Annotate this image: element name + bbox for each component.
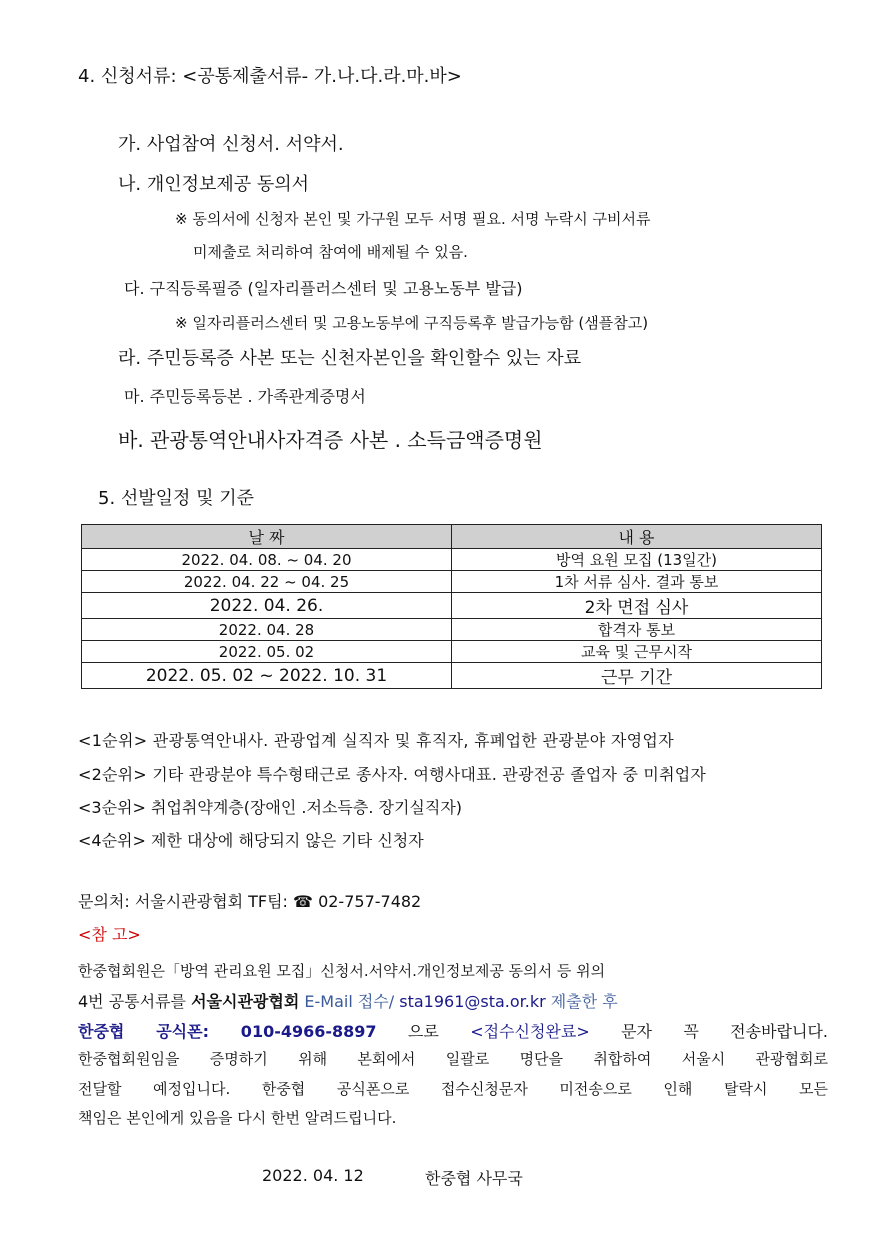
section5-title: 5. 선발일정 및 기준 bbox=[98, 488, 255, 509]
cell-content: 1차 서류 심사. 결과 통보 bbox=[452, 571, 822, 593]
note-line-6: 책임은 본인에게 있음을 다시 한번 알려드립니다. bbox=[78, 1109, 397, 1127]
header-date: 날 짜 bbox=[82, 525, 452, 549]
doc-item-na: 나. 개인정보제공 동의서 bbox=[118, 174, 310, 195]
cell-content: 교육 및 근무시작 bbox=[452, 641, 822, 663]
table-row bbox=[82, 571, 822, 593]
table-row bbox=[82, 663, 822, 689]
doc-item-ma: 마. 주민등록등본 . 가족관계증명서 bbox=[124, 387, 366, 406]
doc-item-ga: 가. 사업참여 신청서. 서약서. bbox=[118, 134, 344, 155]
note-text: 4번 공통서류를 bbox=[78, 992, 192, 1011]
note-na-1: ※ 동의서에 신청자 본인 및 가구원 모두 서명 필요. 서명 누락시 구비서류 bbox=[175, 210, 651, 228]
note-na-2: 미제출로 처리하여 참여에 배제될 수 있음. bbox=[193, 243, 468, 261]
schedule-table bbox=[81, 524, 822, 689]
table-row bbox=[82, 619, 822, 641]
priority-2: <2순위> 기타 관광분야 특수형태근로 종사자. 여행사대표. 관광전공 졸업자 중 미취업자 bbox=[78, 765, 707, 784]
cell-date: 2022. 04. 26. bbox=[82, 593, 452, 619]
cell-content: 합격자 통보 bbox=[452, 619, 822, 641]
contact-label: 문의처: 서울시관광협회 TF팀: bbox=[78, 892, 294, 911]
section4-title: 4. 신청서류: <공통제출서류- 가.나.다.라.마.바> bbox=[78, 66, 462, 87]
note-text: 문자 꼭 전송바랍니다. bbox=[589, 1022, 828, 1041]
cell-date: 2022. 04. 28 bbox=[82, 619, 452, 641]
note-line-2 bbox=[78, 989, 618, 1012]
doc-item-ra: 라. 주민등록증 사본 또는 신천자본인을 확인할수 있는 자료 bbox=[118, 348, 582, 369]
note-org: 서울시관광협회 bbox=[191, 992, 300, 1011]
note-line-3 bbox=[78, 1019, 828, 1042]
table-row bbox=[82, 549, 822, 571]
official-phone: 한중협 공식폰: 010-4966-8897 bbox=[78, 1022, 377, 1041]
footer-date: 2022. 04. 12 bbox=[262, 1166, 364, 1185]
table-row bbox=[82, 641, 822, 663]
doc-item-da: 다. 구직등록필증 (일자리플러스센터 및 고용노동부 발급) bbox=[124, 279, 523, 298]
note-email-label: E-Mail 접수/ bbox=[299, 992, 400, 1011]
cell-content: 방역 요원 모집 (13일간) bbox=[452, 549, 822, 571]
cell-date: 2022. 04. 08. ~ 04. 20 bbox=[82, 549, 452, 571]
cell-date: 2022. 05. 02 bbox=[82, 641, 452, 663]
note-line-1: 한중협회원은「방역 관리요원 모집」신청서.서약서.개인정보제공 동의서 등 위의 bbox=[78, 962, 606, 980]
table-row bbox=[82, 593, 822, 619]
doc-item-ba: 바. 관광통역안내사자격증 사본 . 소득금액증명원 bbox=[118, 428, 543, 452]
priority-1: <1순위> 관광통역안내사. 관광업계 실직자 및 휴직자, 휴폐업한 관광분야 자영업자 bbox=[78, 731, 674, 750]
email-link[interactable]: sta1961@sta.or.kr bbox=[399, 992, 546, 1011]
contact-line bbox=[78, 889, 421, 912]
header-content: 내 용 bbox=[452, 525, 822, 549]
cell-content: 2차 면접 심사 bbox=[452, 593, 822, 619]
phone-icon: ☎ bbox=[293, 892, 313, 911]
cell-date: 2022. 05. 02 ~ 2022. 10. 31 bbox=[82, 663, 452, 689]
note-text: 제출한 후 bbox=[545, 992, 618, 1011]
note-text: 으로 bbox=[376, 1022, 471, 1041]
note-line-5: 전달할 예정입니다. 한중협 공식폰으로 접수신청문자 미전송으로 인해 탈락시 모든 bbox=[78, 1080, 828, 1098]
priority-3: <3순위> 취업취약계층(장애인 .저소득층. 장기실직자) bbox=[78, 798, 463, 817]
cell-date: 2022. 04. 22 ~ 04. 25 bbox=[82, 571, 452, 593]
footer-org: 한중협 사무국 bbox=[425, 1169, 523, 1188]
contact-phone: 02-757-7482 bbox=[312, 892, 422, 911]
cell-content: 근무 기간 bbox=[452, 663, 822, 689]
note-da: ※ 일자리플러스센터 및 고용노동부에 구직등록후 발급가능함 (샘플참고) bbox=[175, 314, 649, 332]
note-line-4: 한중협회원임을 증명하기 위해 본회에서 일괄로 명단을 취합하여 서울시 관광협회로 bbox=[78, 1050, 828, 1068]
note-title: <참 고> bbox=[78, 925, 141, 944]
priority-4: <4순위> 제한 대상에 해당되지 않은 기타 신청자 bbox=[78, 831, 424, 850]
note-highlight: <접수신청완료> bbox=[470, 1022, 590, 1041]
